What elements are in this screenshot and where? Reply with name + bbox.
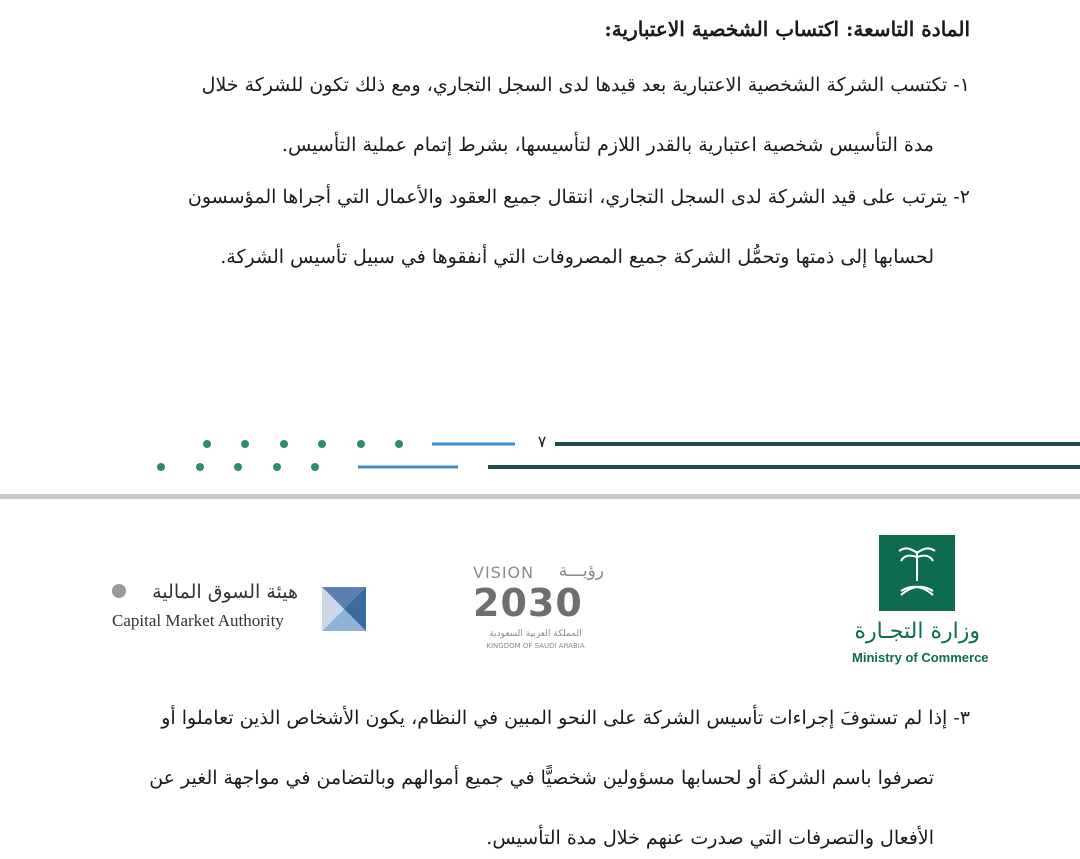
page-bottom bbox=[0, 503, 1080, 859]
paragraph-line: الأفعال والتصرفات التي صدرت عنهم خلال مدة التأسيس. bbox=[486, 827, 934, 849]
moc-arabic-name: وزارة التجـارة bbox=[854, 619, 980, 644]
moc-logo bbox=[850, 535, 990, 665]
cma-english-name: Capital Market Authority bbox=[112, 611, 284, 630]
vision-arabic: رؤيـــة bbox=[558, 561, 604, 581]
vision-kingdom-en: KINGDOM OF SAUDI ARABIA bbox=[486, 642, 585, 650]
paragraph-3 bbox=[149, 703, 970, 853]
paragraph-line: مدة التأسيس شخصية اعتبارية بالقدر اللازم لتأسيسها، بشرط إتمام عملية التأسيس. bbox=[281, 134, 934, 156]
cma-seal-icon bbox=[112, 584, 126, 598]
moc-english-name: Ministry of Commerce bbox=[852, 650, 989, 665]
vision-2030-logo bbox=[473, 561, 608, 656]
paragraph-line: ١- تكتسب الشركة الشخصية الاعتبارية بعد قيدها لدى السجل التجاري، ومع ذلك تكون للشركة خلال bbox=[201, 74, 970, 96]
paragraph-line: تصرفوا باسم الشركة أو لحسابها مسؤولين شخصيًّا في جميع أموالهم وبالتضامن في مواجهة الغير عن bbox=[149, 767, 934, 789]
page-number: ٧ bbox=[537, 432, 547, 451]
paragraph-line: ٣- إذا لم تستوفَ إجراءات تأسيس الشركة على النحو المبين في النظام، يكون الأشخاص الذين تعاملوا أو bbox=[161, 707, 970, 729]
vision-kingdom-ar: المملكة العربية السعودية bbox=[489, 629, 582, 639]
page-divider bbox=[0, 494, 1080, 499]
paragraph-line: ٢- يترتب على قيد الشركة لدى السجل التجاري، انتقال جميع العقود والأعمال التي أجراها المؤسسون bbox=[187, 186, 970, 208]
cma-logo bbox=[112, 581, 372, 641]
palm-swords-emblem-icon bbox=[879, 535, 955, 611]
cma-arabic-name: هيئة السوق المالية bbox=[152, 581, 298, 603]
article-title: المادة التاسعة: اكتساب الشخصية الاعتبارية: bbox=[604, 17, 970, 41]
cma-emblem-icon bbox=[320, 585, 368, 633]
paragraph-line: لحسابها إلى ذمتها وتحمُّل الشركة جميع المصروفات التي أنفقوها في سبيل تأسيس الشركة. bbox=[220, 246, 934, 268]
vision-year: 2030 bbox=[473, 581, 583, 625]
vision-word: VISION bbox=[473, 563, 535, 582]
